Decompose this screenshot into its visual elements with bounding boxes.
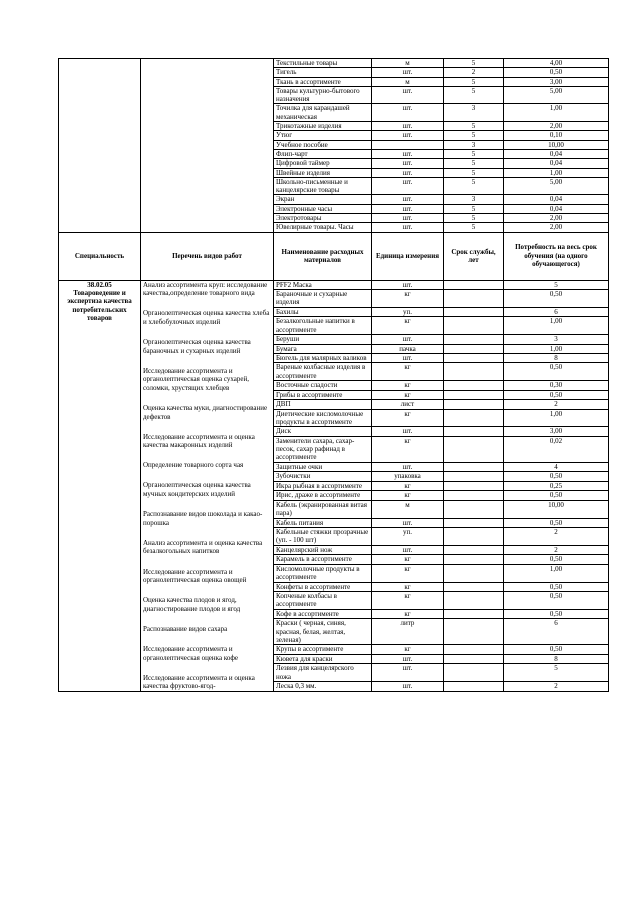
material-cell: Учебное пособие: [274, 140, 372, 149]
need-cell: 3,00: [504, 427, 609, 436]
unit-cell: шт.: [372, 104, 444, 122]
unit-cell: пачка: [372, 344, 444, 353]
unit-cell: шт.: [372, 168, 444, 177]
document-page: [58, 58, 608, 692]
life-cell: [444, 582, 504, 591]
material-cell: Экран: [274, 195, 372, 204]
unit-cell: шт.: [372, 177, 444, 195]
material-cell: Защитные очки: [274, 463, 372, 472]
unit-cell: шт.: [372, 131, 444, 140]
material-cell: ДВП: [274, 400, 372, 409]
header-need: Потребность на весь срок обучения (на одного обучающегося): [504, 232, 609, 280]
table-header-row: [59, 232, 609, 280]
need-cell: 1,00: [504, 317, 609, 335]
work-item: Распознавание видов шоколада и какао-порошка: [143, 510, 263, 527]
need-cell: 0,04: [504, 159, 609, 168]
unit-cell: упаковка: [372, 472, 444, 481]
unit-cell: шт.: [372, 354, 444, 363]
life-cell: [444, 335, 504, 344]
table-row: [59, 59, 609, 68]
unit-cell: кг: [372, 645, 444, 654]
life-cell: 5: [444, 214, 504, 223]
material-cell: Канцелярский нож: [274, 545, 372, 554]
need-cell: 0,04: [504, 195, 609, 204]
header-works: Перечень видов работ: [141, 232, 274, 280]
life-cell: [444, 280, 504, 289]
life-cell: [444, 409, 504, 427]
unit-cell: шт.: [372, 654, 444, 663]
unit-cell: кг: [372, 564, 444, 582]
materials-table: [58, 58, 609, 692]
life-cell: [444, 381, 504, 390]
unit-cell: шт.: [372, 204, 444, 213]
life-cell: [444, 609, 504, 618]
life-cell: [444, 363, 504, 381]
need-cell: 0,04: [504, 149, 609, 158]
life-cell: [444, 564, 504, 582]
life-cell: 5: [444, 86, 504, 104]
work-item: Оценка качества плодов и ягод, диагностирование плодов и ягод: [143, 596, 241, 613]
material-cell: PFF2 Маска: [274, 280, 372, 289]
life-cell: [444, 481, 504, 490]
life-cell: [444, 354, 504, 363]
unit-cell: кг: [372, 436, 444, 462]
table-row: [59, 280, 609, 289]
life-cell: [444, 472, 504, 481]
life-cell: [444, 518, 504, 527]
unit-cell: [372, 140, 444, 149]
material-cell: Кофе в ассортименте: [274, 609, 372, 618]
material-cell: Ткань в ассортименте: [274, 77, 372, 86]
work-item: Определение товарного сорта чая: [143, 461, 244, 470]
material-cell: Электронные часы: [274, 204, 372, 213]
material-cell: Цифровой таймер: [274, 159, 372, 168]
unit-cell: уп.: [372, 528, 444, 546]
work-item: Исследование ассортимента и органолептическая оценка кофе: [143, 644, 239, 662]
material-cell: Бараночные и сухарные изделия: [274, 290, 372, 308]
unit-cell: шт.: [372, 427, 444, 436]
life-cell: [444, 390, 504, 399]
table-header-section: [59, 232, 609, 280]
table-main-section: [59, 280, 609, 691]
unit-cell: шт.: [372, 195, 444, 204]
material-cell: Бюгель для малярных валиков: [274, 354, 372, 363]
life-cell: [444, 463, 504, 472]
specialty-code: 38.02.05: [87, 280, 112, 289]
work-item: Органолептическая оценка качества мучных кондитерских изделий: [143, 481, 251, 499]
unit-cell: шт.: [372, 280, 444, 289]
life-cell: 5: [444, 223, 504, 232]
material-cell: Электротовары: [274, 214, 372, 223]
life-cell: [444, 400, 504, 409]
unit-cell: кг: [372, 609, 444, 618]
work-item: Исследование ассортимента и органолептическая оценка овощей: [143, 567, 247, 585]
life-cell: 5: [444, 168, 504, 177]
need-cell: 0,50: [504, 68, 609, 77]
unit-cell: шт.: [372, 518, 444, 527]
life-cell: [444, 664, 504, 682]
header-unit: Единица измерения: [372, 232, 444, 280]
unit-cell: кг: [372, 491, 444, 500]
life-cell: [444, 344, 504, 353]
need-cell: 0,10: [504, 131, 609, 140]
need-cell: 0,50: [504, 363, 609, 381]
life-cell: 2: [444, 68, 504, 77]
life-cell: 3: [444, 195, 504, 204]
need-cell: 6: [504, 619, 609, 645]
life-cell: [444, 555, 504, 564]
need-cell: 3: [504, 335, 609, 344]
unit-cell: шт.: [372, 664, 444, 682]
material-cell: Кабель питания: [274, 518, 372, 527]
table-top-section: [59, 59, 609, 233]
life-cell: 5: [444, 77, 504, 86]
unit-cell: кг: [372, 409, 444, 427]
life-cell: 5: [444, 149, 504, 158]
material-cell: Ювелирные товары. Часы: [274, 223, 372, 232]
need-cell: 4,00: [504, 59, 609, 68]
material-cell: Швейные изделия: [274, 168, 372, 177]
life-cell: 3: [444, 104, 504, 122]
life-cell: [444, 645, 504, 654]
material-cell: Бахилы: [274, 307, 372, 316]
need-cell: 2: [504, 545, 609, 554]
life-cell: [444, 654, 504, 663]
need-cell: 1,00: [504, 409, 609, 427]
work-item: Анализ ассортимента и оценка качества безалкогольных напитков: [143, 538, 263, 556]
life-cell: 3: [444, 140, 504, 149]
material-cell: Карамель в ассортименте: [274, 555, 372, 564]
material-cell: Ирис, драже в ассортименте: [274, 491, 372, 500]
material-cell: Грибы в ассортименте: [274, 390, 372, 399]
unit-cell: кг: [372, 381, 444, 390]
work-item: Распознавание видов сахара: [143, 624, 228, 633]
life-cell: 5: [444, 159, 504, 168]
need-cell: 0,50: [504, 472, 609, 481]
need-cell: 0,50: [504, 390, 609, 399]
specialty-cell: [59, 280, 141, 691]
material-cell: Текстильные товары: [274, 59, 372, 68]
life-cell: [444, 427, 504, 436]
work-item: Исследование ассортимента и оценка качества макаронных изделий: [143, 432, 255, 450]
material-cell: Кабель (экранированная витая пара): [274, 500, 372, 518]
unit-cell: шт.: [372, 86, 444, 104]
material-cell: Краски ( черная, синяя, красная, белая, желтая, зеленая): [274, 619, 372, 645]
material-cell: Точилка для карандашей механическая: [274, 104, 372, 122]
need-cell: 0,02: [504, 436, 609, 462]
material-cell: Диетические кисломолочные продукты в ассортименте: [274, 409, 372, 427]
need-cell: 2,00: [504, 214, 609, 223]
need-cell: 0,50: [504, 609, 609, 618]
material-cell: Беруши: [274, 335, 372, 344]
life-cell: [444, 307, 504, 316]
need-cell: 0,50: [504, 582, 609, 591]
unit-cell: кг: [372, 481, 444, 490]
need-cell: 5: [504, 280, 609, 289]
unit-cell: шт.: [372, 335, 444, 344]
need-cell: 0,04: [504, 204, 609, 213]
life-cell: [444, 290, 504, 308]
material-cell: Лезвия для канцелярского ножа: [274, 664, 372, 682]
material-cell: Крупы в ассортименте: [274, 645, 372, 654]
life-cell: [444, 619, 504, 645]
life-cell: [444, 317, 504, 335]
unit-cell: шт.: [372, 223, 444, 232]
need-cell: 2,00: [504, 223, 609, 232]
works-list-cell: [141, 280, 274, 691]
life-cell: [444, 528, 504, 546]
material-cell: Леска 0,3 мм.: [274, 682, 372, 692]
specialty-name: Товароведение и экспертиза качества потребительских товаров: [67, 288, 132, 322]
life-cell: [444, 500, 504, 518]
material-cell: Бумага: [274, 344, 372, 353]
material-cell: Икра рыбная в ассортименте: [274, 481, 372, 490]
unit-cell: шт.: [372, 68, 444, 77]
need-cell: 0,30: [504, 381, 609, 390]
unit-cell: м: [372, 77, 444, 86]
works-continuation-cell: [141, 59, 274, 233]
life-cell: 5: [444, 177, 504, 195]
need-cell: 2: [504, 528, 609, 546]
material-cell: Утюг: [274, 131, 372, 140]
need-cell: 0,25: [504, 481, 609, 490]
life-cell: [444, 545, 504, 554]
unit-cell: шт.: [372, 159, 444, 168]
unit-cell: м: [372, 500, 444, 518]
material-cell: Вареные колбасные изделия в ассортименте: [274, 363, 372, 381]
need-cell: 2: [504, 400, 609, 409]
unit-cell: кг: [372, 363, 444, 381]
unit-cell: кг: [372, 290, 444, 308]
life-cell: [444, 436, 504, 462]
need-cell: 0,50: [504, 555, 609, 564]
material-cell: Копченые колбасы в ассортименте: [274, 591, 372, 609]
work-item: Органолептическая оценка качества хлеба и хлебобулочных изделий: [143, 309, 270, 326]
material-cell: Безалкогольные напитки в ассортименте: [274, 317, 372, 335]
header-material: Наименование расходных материалов: [274, 232, 372, 280]
need-cell: 0,50: [504, 518, 609, 527]
unit-cell: кг: [372, 555, 444, 564]
unit-cell: кг: [372, 591, 444, 609]
need-cell: 1,00: [504, 104, 609, 122]
need-cell: 2: [504, 682, 609, 692]
material-cell: Диск: [274, 427, 372, 436]
header-specialty: Специальность: [59, 232, 141, 280]
life-cell: [444, 682, 504, 692]
need-cell: 0,50: [504, 290, 609, 308]
need-cell: 6: [504, 307, 609, 316]
material-cell: Флип-чарт: [274, 149, 372, 158]
unit-cell: кг: [372, 317, 444, 335]
material-cell: Конфеты в ассортименте: [274, 582, 372, 591]
need-cell: 4: [504, 463, 609, 472]
material-cell: Кабельные стяжки прозрачные (уп. - 100 шт): [274, 528, 372, 546]
need-cell: 8: [504, 654, 609, 663]
need-cell: 1,00: [504, 344, 609, 353]
work-item: Оценка качества муки, диагностирование дефектов: [143, 403, 268, 421]
material-cell: Зубочистки: [274, 472, 372, 481]
material-cell: Восточные сладости: [274, 381, 372, 390]
need-cell: 5,00: [504, 177, 609, 195]
unit-cell: шт.: [372, 682, 444, 692]
material-cell: Заменители сахара, сахар-песок, сахар рафинад в ассортименте: [274, 436, 372, 462]
life-cell: 5: [444, 122, 504, 131]
need-cell: 1,00: [504, 168, 609, 177]
need-cell: 1,00: [504, 564, 609, 582]
unit-cell: кг: [372, 390, 444, 399]
specialty-continuation-cell: [59, 59, 141, 233]
need-cell: 8: [504, 354, 609, 363]
need-cell: 3,00: [504, 77, 609, 86]
need-cell: 2,00: [504, 122, 609, 131]
unit-cell: шт.: [372, 545, 444, 554]
unit-cell: лист: [372, 400, 444, 409]
unit-cell: шт.: [372, 149, 444, 158]
life-cell: 5: [444, 204, 504, 213]
work-item: Исследование ассортимента и оценка качества фруктово-ягод-: [143, 673, 255, 691]
need-cell: 0,50: [504, 491, 609, 500]
material-cell: Школьно-письменные и канцелярские товары: [274, 177, 372, 195]
material-cell: Тигель: [274, 68, 372, 77]
need-cell: 5,00: [504, 86, 609, 104]
need-cell: 5: [504, 664, 609, 682]
need-cell: 10,00: [504, 140, 609, 149]
material-cell: Кисломолочные продукты в ассортименте: [274, 564, 372, 582]
material-cell: Товары культурно-бытового назначения: [274, 86, 372, 104]
header-life: Срок службы, лет: [444, 232, 504, 280]
unit-cell: кг: [372, 582, 444, 591]
unit-cell: уп.: [372, 307, 444, 316]
unit-cell: м: [372, 59, 444, 68]
life-cell: [444, 491, 504, 500]
life-cell: [444, 591, 504, 609]
work-item: Анализ ассортимента круп: исследование качества,определение товарного вида: [143, 280, 268, 298]
need-cell: 0,50: [504, 645, 609, 654]
life-cell: 5: [444, 131, 504, 140]
unit-cell: шт.: [372, 463, 444, 472]
work-item: Исследование ассортимента и органолептическая оценка сухарей, соломки, хрустящих хлебцев: [143, 366, 249, 392]
material-cell: Кювета для краски: [274, 654, 372, 663]
work-item: Органолептическая оценка качества бараночных и сухарных изделий: [143, 338, 251, 355]
unit-cell: шт.: [372, 214, 444, 223]
need-cell: 10,00: [504, 500, 609, 518]
material-cell: Трикотажные изделия: [274, 122, 372, 131]
need-cell: 0,50: [504, 591, 609, 609]
life-cell: 5: [444, 59, 504, 68]
unit-cell: литр: [372, 619, 444, 645]
unit-cell: шт.: [372, 122, 444, 131]
